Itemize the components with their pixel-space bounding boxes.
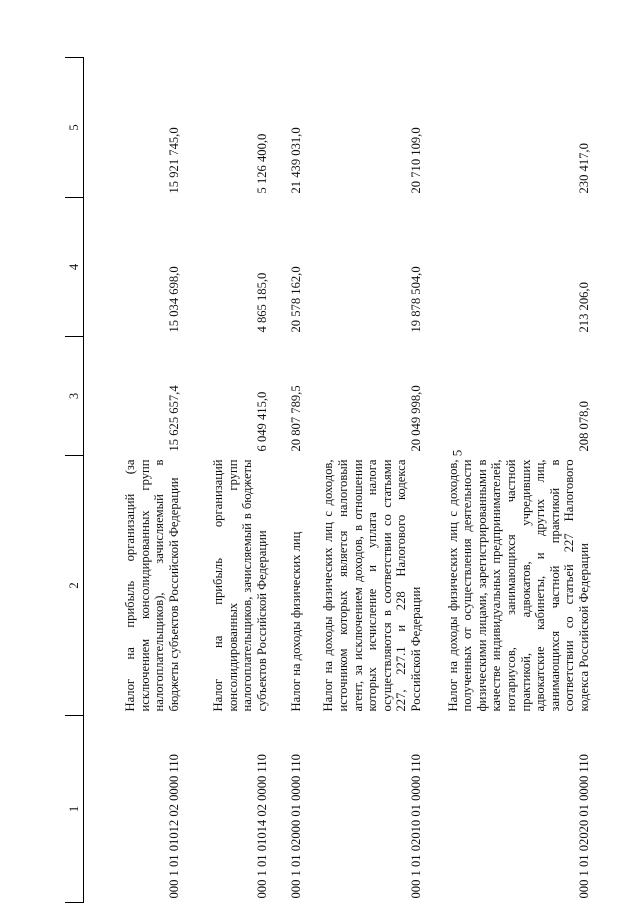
row-value-col3: 208 078,0 — [576, 401, 591, 452]
row-name: Налог на доходы физических лиц — [288, 531, 303, 712]
row-code: 000 1 01 02010 01 0000 110 — [408, 754, 423, 899]
row-value-col4: 15 034 698,0 — [166, 266, 181, 333]
row-value-col3: 20 807 789,5 — [288, 385, 303, 452]
row-value-col3: 15 625 657,4 — [166, 385, 181, 452]
row-value-col4: 4 865 185,0 — [254, 272, 269, 333]
row-code: 000 1 01 02000 01 0000 110 — [288, 754, 303, 899]
revenue-table — [65, 57, 594, 903]
column-header-5: 5 — [65, 58, 84, 198]
rotated-table-container — [65, 58, 605, 903]
row-value-col5: 5 126 400,0 — [254, 133, 269, 194]
row-code: 000 1 01 01012 02 0000 110 — [166, 754, 181, 899]
row-value-col4: 20 578 162,0 — [288, 266, 303, 333]
column-header-1: 1 — [65, 716, 84, 903]
row-value-col3: 6 049 415,0 — [254, 391, 269, 452]
row-name: Налог на прибыль организаций консолидированных групп налогоплательщиков, зачисляемый в бюджеты субъектов Российской Федерации — [211, 459, 269, 712]
table-row — [306, 58, 426, 903]
row-code: 000 1 01 02020 01 0000 110 — [576, 754, 591, 899]
table-row — [426, 58, 594, 903]
row-value-col5: 230 417,0 — [576, 143, 591, 194]
row-name: Налог на прибыль организаций (за исключением консолидированных групп налогоплательщиков), зачисляемый в бюджеты субъектов Российской Федерации — [123, 459, 181, 712]
table-row — [84, 58, 184, 903]
table-row — [272, 58, 306, 903]
row-value-col5: 21 439 031,0 — [288, 127, 303, 194]
row-value-col5: 20 710 109,0 — [408, 127, 423, 194]
table-row — [184, 58, 272, 903]
column-header-2: 2 — [65, 456, 84, 716]
column-header-3: 3 — [65, 337, 84, 456]
row-name: Налог на доходы физических лиц с доходов, полученных от осуществления деятельности физическими лицами, зарегистрированными в качестве индивидуальных предпринимателей, нотариусов, занимающихся частной практикой, адвокатов, учредивших адвокатские кабинеты, и других лиц, занимающихся частной практикой в соответствии со статьей 227 Налогового кодекса Российской Федерации — [445, 459, 591, 712]
row-value-col3: 20 049 998,0 — [408, 385, 423, 452]
table-header-row — [65, 58, 84, 903]
row-code: 000 1 01 01014 02 0000 110 — [254, 754, 269, 899]
row-value-col4: 213 206,0 — [576, 282, 591, 333]
page-number: 5 — [449, 449, 465, 457]
row-name: Налог на доходы физических лиц с доходов, источником которых является налоговый агент, за исключением доходов, в отношении которых исчисление и уплата налога осуществляются в соответствии со статьями 227, 227.1 и 228 Налогового кодекса Российской Федерации — [321, 459, 423, 712]
column-header-4: 4 — [65, 198, 84, 337]
row-value-col4: 19 878 504,0 — [408, 266, 423, 333]
row-value-col5: 15 921 745,0 — [166, 127, 181, 194]
